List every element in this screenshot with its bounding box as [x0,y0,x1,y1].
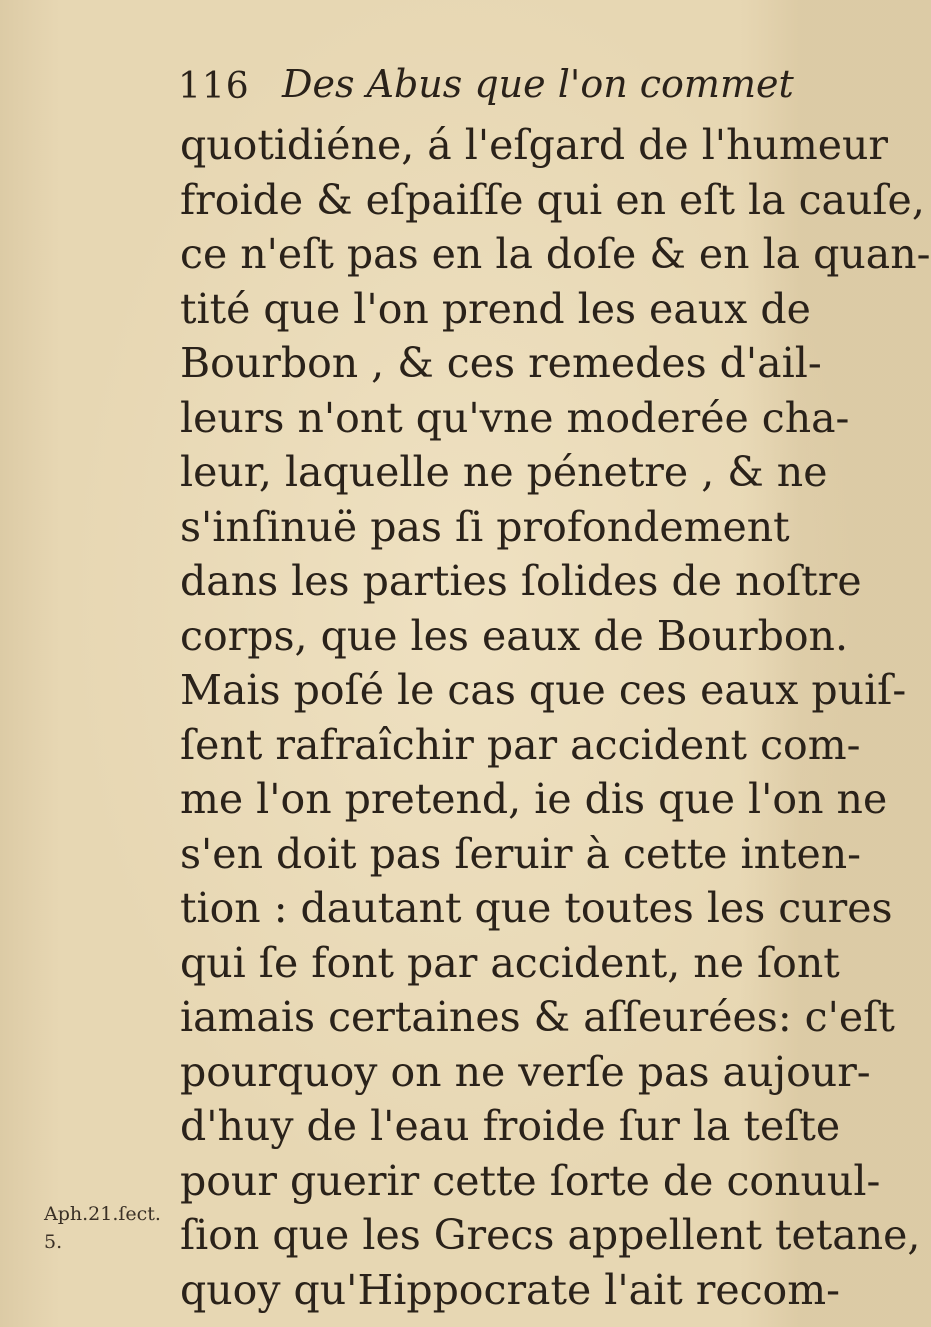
text-line: ce n'eſt pas en la doſe & en la quan- [180,230,931,278]
text-line: Mais poſé le cas que ces eaux puiſ- [180,666,907,714]
margin-note-section: 5. [44,1231,63,1253]
text-line: s'en doit pas ſeruir à cette inten- [180,829,861,878]
page-number: 116 [178,66,250,107]
text-line: dans les parties ſolides de noſtre [180,557,862,605]
margin-note [44,1200,184,1256]
text-line: tité que l'on prend les eaux de [180,284,811,333]
margin-note-reference: Aph.21.ſect. [44,1203,161,1225]
text-line: leurs n'ont qu'vne moderée cha- [180,393,850,442]
text-line: quoy qu'Hippocrate l'ait recom- [180,1265,840,1314]
text-line: pourquoy on ne verſe pas aujour- [180,1047,871,1096]
running-head [178,60,794,116]
text-line: leur, laquelle ne pénetre , & ne [180,448,828,496]
body-text [180,118,931,1317]
text-line: d'huy de l'eau froide ſur la teſte [180,1102,841,1150]
text-line: ſent rafraîchir par accident com- [180,720,861,769]
text-line: corps, que les eaux de Bourbon. [180,611,848,660]
text-line: tion : dautant que toutes les cures [180,884,893,932]
text-line: quotidiéne, á l'eſgard de l'humeur [180,121,889,169]
running-title: Des Abus que l'on commet [282,62,794,106]
text-line: qui ſe font par accident, ne ſont [180,938,840,987]
text-line: pour guerir cette ſorte de conuul- [180,1156,881,1205]
text-line: ſion que les Grecs appellent tetane, [180,1211,921,1259]
text-line: froide & eſpaiſſe qui en eſt la cauſe, [180,175,925,224]
text-line: Bourbon , & ces remedes d'ail- [180,339,822,387]
text-line: me l'on pretend, ie dis que l'on ne [180,775,888,823]
text-line: iamais certaines & aſſeurées: c'eſt [180,993,895,1041]
text-line: s'inſinuë pas ſi profondement [180,502,790,551]
